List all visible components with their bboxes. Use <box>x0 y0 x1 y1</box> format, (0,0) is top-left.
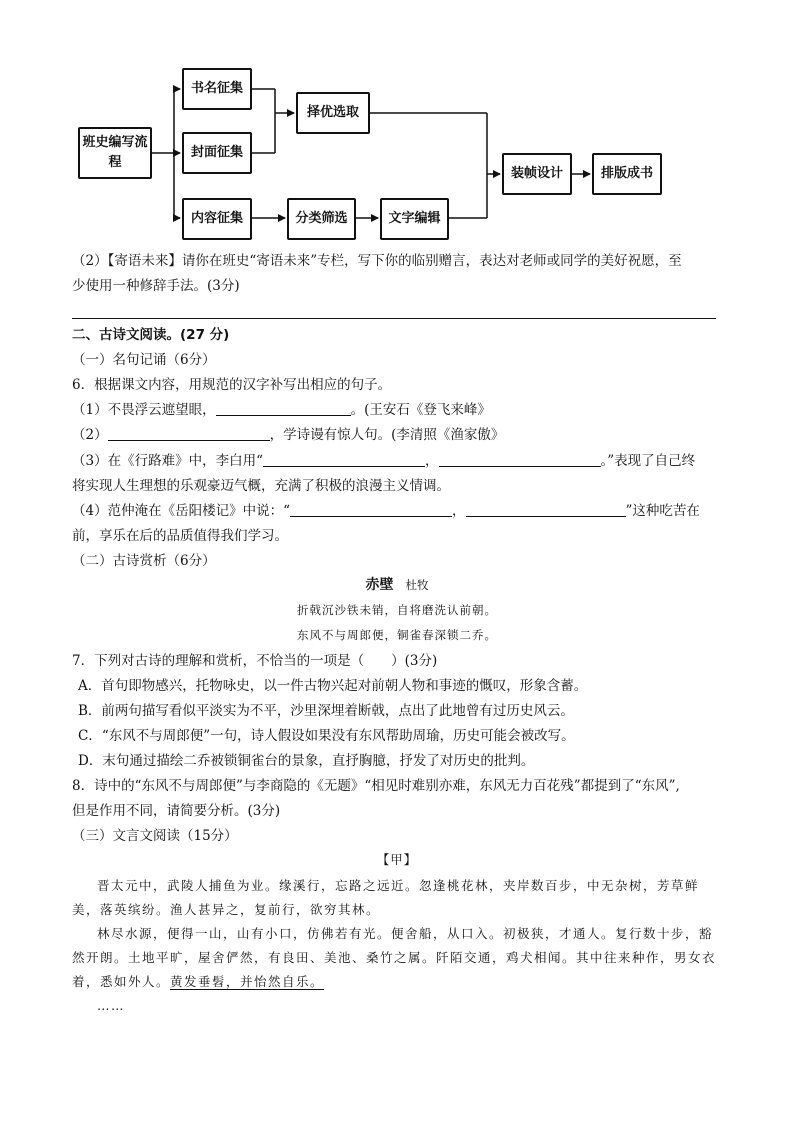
q8-line1: 8．诗中的“东风不与周郎便”与李商隐的《无题》“相见时难别亦难，东风无力百花残”都提到了“东风”, <box>72 778 680 794</box>
q7-option-a: A．首句即物感兴，托物咏史，以一件古物兴起对前朝人物和事迹的慨叹，形象含蓄。 <box>78 678 588 694</box>
classical-paragraph-2 <box>72 922 722 994</box>
box-book-name: 书名征集 <box>182 68 252 110</box>
poem-line-1: 折戟沉沙铁未销，自将磨洗认前朝。 <box>297 603 497 617</box>
q2-line1: （2）【寄语未来】请你在班史“寄语未来”专栏，写下你的临别赠言，表达对老师或同学的美好祝愿，至 <box>72 253 682 269</box>
q6-3-line2: 将实现人生理想的乐观豪迈气概，充满了积极的浪漫主义情调。 <box>72 478 450 494</box>
box-edit: 文字编辑 <box>380 198 449 240</box>
part3-title: （三）文言文阅读（15分） <box>72 828 238 844</box>
classical-ellipsis: …… <box>97 998 125 1013</box>
q6-4-mid: ， <box>452 503 466 519</box>
flowchart <box>0 0 794 250</box>
box-layout: 排版成书 <box>592 153 662 195</box>
q6-3 <box>72 450 695 472</box>
q6-4-line2: 前，享乐在后的品质值得我们学习。 <box>72 528 288 544</box>
answer-line <box>72 318 716 319</box>
q6-1-blank[interactable] <box>216 399 351 416</box>
q6-stem: 6．根据课文内容，用规范的汉字补写出相应的句子。 <box>72 377 392 393</box>
section2-title: 二、古诗文阅读。(27 分) <box>72 327 230 343</box>
q6-3-blank-1[interactable] <box>263 450 425 467</box>
box-classify: 分类筛选 <box>287 198 356 240</box>
box-cover: 封面征集 <box>182 132 252 174</box>
classical-paragraph-2-text: 林尽水源，便得一山，山有小口，仿佛若有光。便舍船，从口入。初极狭，才通人。复行数十步，豁然开朗。土地平旷，屋舍俨然，有良田、美池、桑竹之属。阡陌交通，鸡犬相闻。其中往来种作，男女衣着，悉如外人。 <box>72 926 717 989</box>
box-binding: 装帧设计 <box>502 153 572 195</box>
classical-paragraph-1: 晋太元中，武陵人捕鱼为业。缘溪行，忘路之远近。忽逢桃花林，夹岸数百步，中无杂树，芳草鲜美，落英缤纷。渔人甚异之，复前行，欲穷其林。 <box>72 878 700 917</box>
q6-2-blank[interactable] <box>108 424 270 441</box>
classical-passage <box>72 874 722 1018</box>
q6-4-blank-1[interactable] <box>290 500 452 517</box>
box-start: 班史编写流程 <box>78 127 152 179</box>
classical-heading: 【甲】 <box>376 852 418 867</box>
part1-title: （一）名句记诵（6分） <box>72 352 216 368</box>
box-select: 择优选取 <box>296 92 370 134</box>
q7-stem: 7．下列对古诗的理解和赏析，不恰当的一项是（ ）(3分) <box>72 653 438 669</box>
classical-underlined-sentence: 黄发垂髫，并怡然自乐。 <box>170 974 325 989</box>
box-content: 内容征集 <box>182 198 252 240</box>
q6-2-post: ，学诗谩有惊人句。(李清照《渔家傲》 <box>269 427 505 443</box>
poem-title: 赤壁 <box>365 577 394 593</box>
q6-4-post: ”这种吃苦在 <box>625 503 700 519</box>
q6-3-blank-2[interactable] <box>439 450 601 467</box>
q6-2 <box>72 424 504 446</box>
q6-4-pre: （4）范仲淹在《岳阳楼记》中说：“ <box>72 503 290 519</box>
q6-4 <box>72 500 700 522</box>
q2-line2: 少使用一种修辞手法。(3分) <box>72 278 240 294</box>
part2-title: （二）古诗赏析（6分） <box>72 553 216 569</box>
q6-3-post: 。”表现了自己终 <box>600 453 696 469</box>
poem-header <box>0 575 794 595</box>
q6-1-post: 。(王安石《登飞来峰》 <box>350 402 491 418</box>
q7-option-b: B．前两句描写看似平淡实为不平，沙里深埋着断戟，点出了此地曾有过历史风云。 <box>78 703 574 719</box>
q8-line2: 但是作用不同，请简要分析。(3分) <box>72 803 281 819</box>
q6-3-mid: ， <box>425 453 439 469</box>
poem-line-2: 东风不与周郎便，铜雀春深锁二乔。 <box>297 628 497 642</box>
q6-4-blank-2[interactable] <box>466 500 626 517</box>
q6-1 <box>72 399 491 421</box>
q7-option-c: C．“东风不与周郎便”一句，诗人假设如果没有东风帮助周瑜，历史可能会被改写。 <box>78 728 575 744</box>
poem-author: 杜牧 <box>405 578 429 592</box>
q7-option-d: D．末句通过描绘二乔被锁铜雀台的景象，直抒胸臆，抒发了对历史的批判。 <box>78 753 535 769</box>
q6-2-pre: （2） <box>72 427 108 443</box>
q6-3-pre: （3）在《行路难》中，李白用“ <box>72 453 263 469</box>
q6-1-pre: （1）不畏浮云遮望眼， <box>72 402 216 418</box>
